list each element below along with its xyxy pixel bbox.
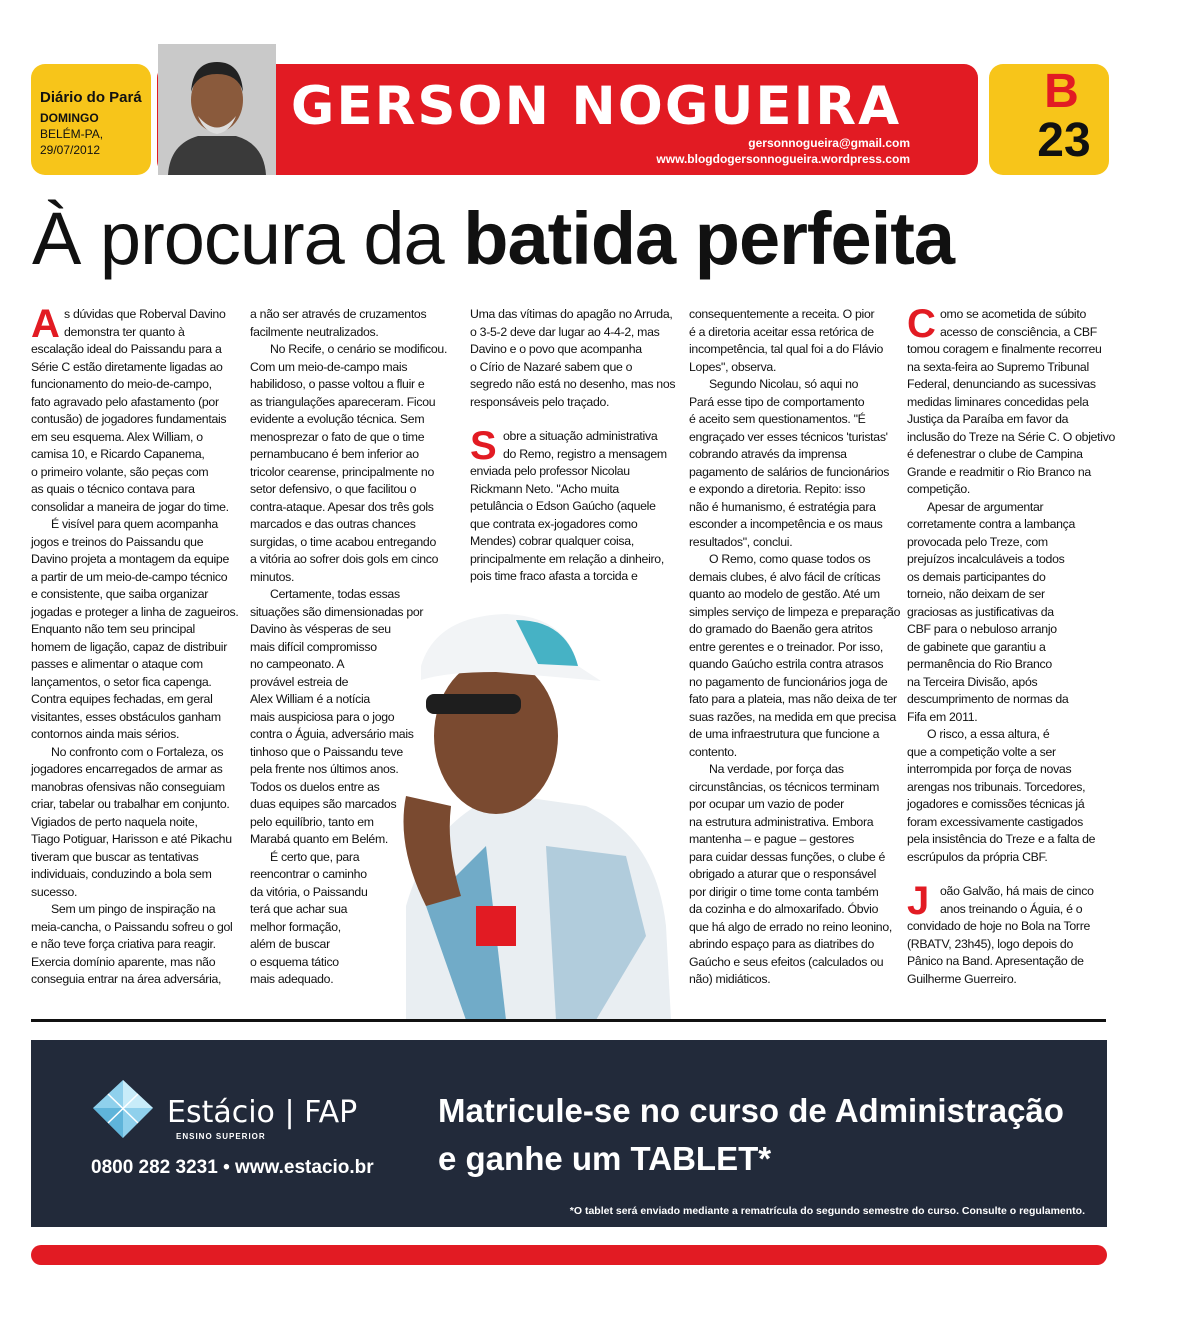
article-line: homem de ligação, capaz de distribuir bbox=[31, 639, 228, 654]
article-line: O risco, a essa altura, é bbox=[927, 727, 1050, 741]
article-line: segredo não está no desenho, mas nos bbox=[470, 377, 676, 391]
article-line: reencontrar o caminho bbox=[250, 867, 367, 881]
article-line: É visível para quem acompanha bbox=[51, 517, 218, 531]
article-line: os demais participantes do bbox=[907, 569, 1046, 584]
article-line: jogos e treinos do Paissandu que bbox=[31, 534, 204, 549]
article-line: entre gerentes e o treinador. Por isso, bbox=[689, 639, 884, 654]
article-line: a partir de um meio-de-campo técnico bbox=[31, 569, 228, 584]
article-line: pagamento de salários de funcionários bbox=[689, 464, 890, 479]
article-line: do Remo, registro a mensagem bbox=[503, 446, 667, 461]
article-line: a não ser através de cruzamentos bbox=[250, 307, 427, 321]
ad-headline-1: Matricule-se no curso de Administração bbox=[438, 1092, 1064, 1129]
article-line: permanência do Rio Branco bbox=[907, 657, 1052, 671]
article-line: descumprimento de normas da bbox=[907, 692, 1069, 706]
article-line: e consistente, que saiba organizar bbox=[31, 587, 209, 601]
columnist-blog: www.blogdogersonnogueira.wordpress.com bbox=[656, 152, 910, 166]
article-line: escalação ideal do Paissandu para a bbox=[31, 342, 222, 356]
article-line: pela frente nos últimos anos. bbox=[250, 762, 399, 776]
page-number: 23 bbox=[1037, 114, 1091, 167]
article-column-5 bbox=[907, 302, 1116, 988]
article-line: Gaúcho e seus efeitos (calculados ou bbox=[689, 954, 884, 969]
article-line: por ocupar um vazio de poder bbox=[689, 797, 844, 811]
article-line: não é humanismo, é estratégia para bbox=[689, 499, 876, 514]
article-line: de gabinete que garantiu a bbox=[907, 639, 1046, 654]
article-line: Todos os duelos entre as bbox=[250, 779, 380, 794]
article-line: Apesar de argumentar bbox=[927, 499, 1044, 514]
article-line: sucesso. bbox=[31, 884, 78, 899]
article-column-3 bbox=[470, 306, 676, 586]
article-line: meia-cancha, o Paissandu sofreu o gol bbox=[31, 919, 233, 934]
article-line: circunstâncias, os técnicos terminam bbox=[689, 779, 880, 794]
article-line: Davino às vésperas de seu bbox=[250, 622, 391, 636]
article-line: o primeiro volante, são peças com bbox=[31, 464, 209, 479]
article-line: graciosas as justificativas da bbox=[907, 604, 1054, 619]
article-line: s dúvidas que Roberval Davino bbox=[64, 307, 226, 321]
ad-footnote: *O tablet será enviado mediante a rematrícula do segundo semestre do curso. Consulte o regulamento. bbox=[569, 1205, 1085, 1217]
article-line: surgidas, o time acabou entregando bbox=[250, 534, 436, 549]
article-line: duas equipes são marcados bbox=[250, 797, 397, 811]
article-line: não) midiáticos. bbox=[689, 972, 771, 986]
article-line: quanto ao modelo de gestão. Até um bbox=[689, 587, 880, 601]
article-line: consequentemente a receita. O pior bbox=[689, 307, 875, 321]
article-line: e expondo a diretoria. Repito: isso bbox=[689, 482, 866, 496]
article-line: contusão) de jogadores fundamentais bbox=[31, 412, 227, 426]
article-line: corretamente contra a lambança bbox=[907, 517, 1076, 531]
article-line: demonstra ter quanto à bbox=[64, 324, 185, 339]
article-line: Na verdade, por força das bbox=[709, 762, 844, 776]
article-line: Vigiados de perto naquela noite, bbox=[31, 814, 198, 829]
article-line: cobrando através da imprensa bbox=[689, 447, 847, 461]
article-line: as triangulações apareceram. Ficou bbox=[250, 394, 436, 409]
article-line: a vitória ao sofrer dois gols em cinco bbox=[250, 552, 439, 566]
article-line: no pagamento de funcionários joga de bbox=[689, 674, 888, 689]
columnist-portrait bbox=[158, 44, 276, 175]
article-line: jogadores e comissões técnicas já bbox=[907, 797, 1085, 811]
dropcap: S bbox=[470, 424, 497, 468]
article-line: marcados e das outras chances bbox=[250, 517, 416, 531]
section-letter: B bbox=[1044, 65, 1079, 118]
article-line: tricolor cearense, principalmente no bbox=[250, 464, 434, 479]
article-line: Sem um pingo de inspiração na bbox=[51, 902, 216, 916]
article-line: é a diretoria aceitar essa retórica de bbox=[689, 324, 874, 339]
article-line: da cozinha e do almoxarifado. Óbvio bbox=[689, 902, 879, 916]
article-line: que a competição volte a ser bbox=[907, 744, 1056, 759]
article-line: tomou coragem e finalmente recorreu bbox=[907, 342, 1102, 356]
article-line: funcionamento do meio-de-campo, bbox=[31, 377, 212, 391]
article-line: consolidar a maneira de jogar do time. bbox=[31, 499, 229, 514]
article-line: Rickmann Neto. "Acho muita bbox=[470, 481, 619, 496]
article-line: incompetência, tal qual foi a do Flávio bbox=[689, 342, 884, 356]
article-line: foram excessivamente castigados bbox=[907, 814, 1083, 829]
article-line: abrindo espaço para as diatribes do bbox=[689, 937, 875, 951]
article-line: arengas nos tribunais. Torcedores, bbox=[907, 779, 1086, 794]
article-line: pela insistência do Treze e a falta de bbox=[907, 832, 1096, 846]
ad-brand-sub: ENSINO SUPERIOR bbox=[176, 1132, 266, 1141]
article-line: Justiça da Paraíba em favor da bbox=[907, 412, 1069, 426]
article-line: em seu esquema. Alex William, o bbox=[31, 429, 203, 444]
article-line: tinhoso que o Paissandu teve bbox=[250, 744, 403, 759]
article-line: Enquanto não tem seu principal bbox=[31, 622, 195, 636]
article-line: Com um meio-de-campo mais bbox=[250, 359, 408, 374]
article-line: camisa 10, e Ricardo Capanema, bbox=[31, 447, 205, 461]
article-line: inclusão do Treze na Série C. O objetivo bbox=[907, 429, 1116, 444]
article-line: o Círio de Nazaré sabem que o bbox=[470, 359, 633, 374]
article-line: conseguia entrar na área adversária, bbox=[31, 972, 222, 986]
article-column-1 bbox=[31, 302, 239, 989]
article-line: Mendes) cobrar qualquer coisa, bbox=[470, 534, 634, 548]
article-line: menosprezar o fato de que o time bbox=[250, 429, 425, 444]
article-line: o 3-5-2 deve dar lugar ao 4-4-2, mas bbox=[470, 324, 660, 339]
article-line: Exercia domínio aparente, mas não bbox=[31, 954, 216, 969]
article-line: Alex William é a notícia bbox=[250, 692, 370, 706]
article-line: Certamente, todas essas bbox=[270, 587, 400, 601]
dropcap: C bbox=[907, 302, 936, 346]
article-line: mais adequado. bbox=[250, 972, 334, 986]
article-line: Federal, denunciando as sucessivas bbox=[907, 377, 1096, 391]
article-line: fato agravado pelo afastamento (por bbox=[31, 394, 219, 409]
article-line: de uma infraestrutura que funcione a bbox=[689, 727, 880, 741]
article-line: petulância o Edson Gaúcho (aquele bbox=[470, 499, 656, 513]
article-line: O Remo, como quase todos os bbox=[709, 552, 871, 566]
article-line: do gramado do Baenão gera atritos bbox=[689, 622, 873, 636]
article-line: (RBATV, 23h45), logo depois do bbox=[907, 936, 1074, 951]
article-line: passes e alimentar o ataque com bbox=[31, 657, 203, 671]
article-line: criar, tabelar ou trabalhar em conjunto. bbox=[31, 797, 230, 811]
article-line: fato para a plateia, mas não deixa de ter bbox=[689, 692, 897, 706]
edition-date: 29/07/2012 bbox=[40, 143, 101, 157]
article-line: minutos. bbox=[250, 569, 295, 584]
article-line: que há algo de errado no reino leonino, bbox=[689, 919, 892, 934]
article-line: Davino e o povo que acompanha bbox=[470, 342, 642, 356]
article-line: principalmente em relação a dinheiro, bbox=[470, 551, 664, 566]
cube-logo-icon bbox=[91, 1078, 155, 1142]
article-column-4 bbox=[689, 306, 901, 989]
article-line: Uma das vítimas do apagão no Arruda, bbox=[470, 307, 673, 321]
article-line: contra-ataque. Apesar dos três gols bbox=[250, 499, 434, 514]
article-line: No Recife, o cenário se modificou. bbox=[270, 342, 448, 356]
article-line: melhor formação, bbox=[250, 919, 341, 934]
article-line: Guilherme Guerreiro. bbox=[907, 971, 1017, 986]
article-line: habilidoso, o passe voltou a fluir e bbox=[250, 377, 425, 391]
article-line: Fifa em 2011. bbox=[907, 709, 978, 724]
edition-day: DOMINGO bbox=[40, 111, 99, 125]
article-line: acesso de consciência, a CBF bbox=[940, 324, 1098, 339]
article-line: provável estreia de bbox=[250, 674, 349, 689]
article-line: mais auspiciosa para o jogo bbox=[250, 709, 395, 724]
article-line: manobras ofensivas não conseguiam bbox=[31, 779, 225, 794]
article-line: setor defensivo, o que facilitou o bbox=[250, 482, 417, 496]
article-line: engraçado ver esses técnicos 'turistas' bbox=[689, 429, 888, 444]
article-line: provocada pelo Treze, com bbox=[907, 534, 1048, 549]
article-line: pelo equilíbrio, tanto em bbox=[250, 814, 374, 829]
article-line: Série C estão diretamente ligadas ao bbox=[31, 359, 223, 374]
article-line: Pânico na Band. Apresentação de bbox=[907, 954, 1084, 968]
bottom-bar bbox=[31, 1245, 1107, 1265]
article-line: terá que achar sua bbox=[250, 902, 348, 916]
article-line: oão Galvão, há mais de cinco bbox=[940, 884, 1094, 898]
article-line: demais clubes, é alvo fácil de críticas bbox=[689, 569, 881, 584]
article-line: pernambucano é bem inferior ao bbox=[250, 447, 419, 461]
article-bottom-rule bbox=[31, 1019, 1106, 1022]
columnist-name: GERSON NOGUEIRA bbox=[290, 76, 902, 137]
article-line: Pará esse tipo de comportamento bbox=[689, 394, 865, 409]
article-line: torneio, não deixam de ser bbox=[907, 587, 1045, 601]
article-line: para cuidar dessas funções, o clube é bbox=[689, 849, 886, 864]
article-line: Tiago Potiguar, Harisson e até Pikachu bbox=[31, 832, 232, 846]
article-line: além de buscar bbox=[250, 937, 330, 951]
article-line: jogadores encarregados de armar as bbox=[31, 762, 223, 776]
newspaper-name: Diário do Pará bbox=[40, 89, 142, 106]
article-line: É certo que, para bbox=[270, 849, 360, 864]
article-line: situações são dimensionadas por bbox=[250, 604, 424, 619]
article-line: enviada pelo professor Nicolau bbox=[470, 464, 630, 478]
article-line: responsáveis pelo traçado. bbox=[470, 394, 610, 409]
article-line: é aceito sem questionamentos. "É bbox=[689, 412, 866, 426]
article-line: omo se acometida de súbito bbox=[940, 307, 1087, 321]
headline-bold: batida perfeita bbox=[463, 197, 955, 280]
article-line: contra o Águia, adversário mais bbox=[250, 727, 414, 741]
headline-light: À procura da bbox=[32, 197, 464, 280]
article-line: mantenha – e pague – gestores bbox=[689, 832, 854, 846]
article-line: contornos ainda mais sérios. bbox=[31, 727, 180, 741]
article-line: convidado de hoje no Bola na Torre bbox=[907, 919, 1091, 933]
article-line: da vitória, o Paissandu bbox=[250, 884, 368, 899]
article-line: interrompida por força de novas bbox=[907, 762, 1072, 776]
article-line: lançamentos, o setor fica capenga. bbox=[31, 674, 212, 689]
ad-contact: 0800 282 3231 • www.estacio.br bbox=[91, 1157, 374, 1178]
article-line: as quais o técnico contava para bbox=[31, 482, 195, 496]
article-line: esconder a incompetência e os maus bbox=[689, 517, 883, 531]
article-line: obre a situação administrativa bbox=[503, 429, 658, 443]
article-line: simples serviço de limpeza e preparação bbox=[689, 604, 901, 619]
article-line: prejuízos incalculáveis a todos bbox=[907, 552, 1065, 566]
article-line: que contrata ex-jogadores como bbox=[470, 516, 638, 531]
article-line: jogadas e proteger a linha de zagueiros. bbox=[31, 604, 239, 619]
article-line: Davino projeta a montagem da equipe bbox=[31, 552, 230, 566]
coach-photo bbox=[366, 606, 671, 1020]
article-line: Grande e readmitir o Rio Branco na bbox=[907, 464, 1091, 479]
article-line: facilmente neutralizados. bbox=[250, 324, 379, 339]
article-line: na Terceira Divisão, após bbox=[907, 674, 1038, 689]
article-line: competição. bbox=[907, 482, 971, 496]
article-line: suas razões, na medida em que precisa bbox=[689, 709, 896, 724]
article-line: evidente a evolução técnica. Sem bbox=[250, 412, 425, 426]
article-line: individuais, conduzindo a bola sem bbox=[31, 867, 212, 881]
article-line: visitantes, esses obstáculos ganham bbox=[31, 709, 221, 724]
article-line: medidas liminares concedidas pela bbox=[907, 394, 1089, 409]
article-line: no campeonato. A bbox=[250, 657, 345, 671]
article-line: na sexta-feira ao Supremo Tribunal bbox=[907, 359, 1089, 374]
article-line: e não teve força criativa para reagir. bbox=[31, 937, 216, 951]
article-line: é defenestrar o clube de Campina bbox=[907, 447, 1083, 461]
article-line: obrigado a aturar que o responsável bbox=[689, 867, 877, 881]
article-line: escrúpulos da própria CBF. bbox=[907, 849, 1048, 864]
dropcap: A bbox=[31, 302, 60, 346]
article-line: contento. bbox=[689, 744, 737, 759]
article-line: No confronto com o Fortaleza, os bbox=[51, 744, 224, 759]
ad-brand: Estácio | FAP bbox=[167, 1095, 358, 1130]
article-line: Lopes", observa. bbox=[689, 359, 777, 374]
article-line: na estrutura administrativa. Embora bbox=[689, 814, 874, 829]
article-line: anos treinando o Águia, é o bbox=[940, 901, 1083, 916]
article-line: Marabá quanto em Belém. bbox=[250, 832, 389, 846]
dropcap: J bbox=[907, 879, 929, 923]
headline bbox=[32, 195, 954, 283]
article-line: o esquema tático bbox=[250, 954, 339, 969]
article-line: Contra equipes fechadas, em geral bbox=[31, 692, 213, 706]
edition-city: BELÉM-PA, bbox=[40, 127, 104, 141]
ad-headline-2: e ganhe um TABLET* bbox=[438, 1140, 772, 1177]
article-line: resultados", conclui. bbox=[689, 534, 793, 549]
article-line: mais difícil compromisso bbox=[250, 639, 377, 654]
article-line: Segundo Nicolau, só aqui no bbox=[709, 377, 859, 391]
columnist-email: gersonnogueira@gmail.com bbox=[748, 136, 910, 150]
article-line: CBF para o nebuloso arranjo bbox=[907, 622, 1057, 636]
article-line: quando Gaúcho estrila contra atrasos bbox=[689, 657, 884, 671]
article-line: por dirigir o time tome conta também bbox=[689, 884, 879, 899]
article-line: pois time fraco afasta a torcida e bbox=[470, 569, 638, 583]
article-line: tiveram que buscar as tentativas bbox=[31, 849, 199, 864]
